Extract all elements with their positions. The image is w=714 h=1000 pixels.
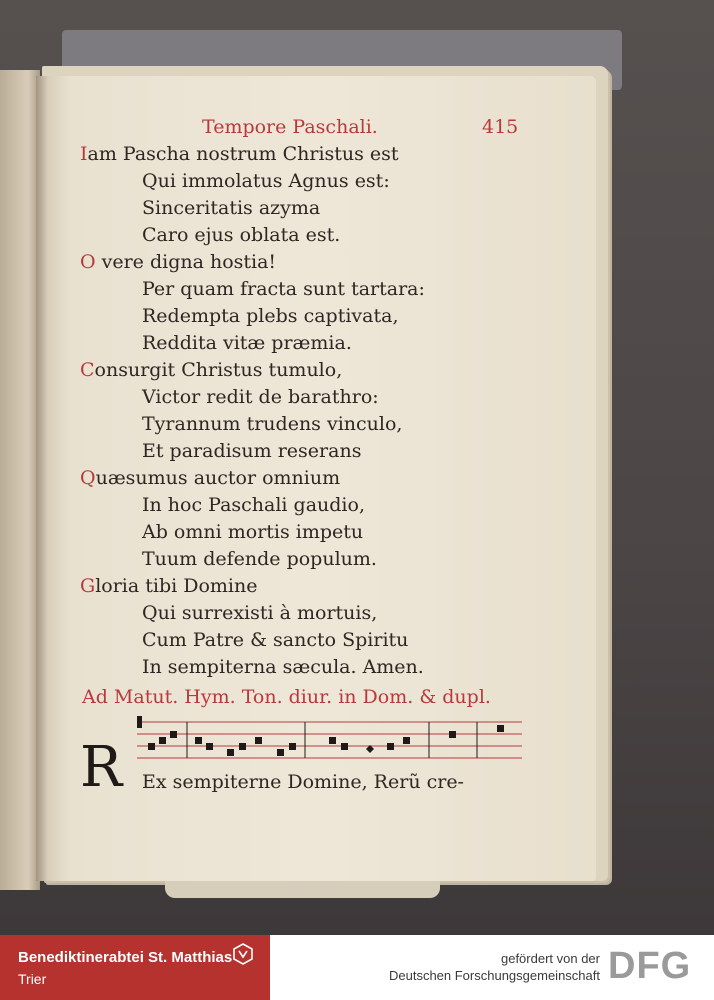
verse-line: Sinceritatis azyma — [142, 197, 321, 219]
chant-note — [206, 743, 213, 750]
verse-initial: O — [80, 251, 96, 273]
institution-city: Trier — [18, 971, 47, 987]
verse-line: Per quam fracta sunt tartara: — [142, 278, 425, 300]
chant-text-line: Ex sempiterne Domine, Rerũ cre- — [142, 771, 464, 793]
verse-line: Reddita vitæ præmia. — [142, 332, 352, 354]
verse-line: Qui surrexisti à mortuis, — [142, 602, 378, 624]
verse-initial: C — [80, 359, 95, 381]
chant-note — [289, 743, 296, 750]
institution-name: Benediktinerabtei St. Matthias — [18, 949, 233, 966]
verse-line: Victor redit de barathro: — [142, 386, 379, 408]
verse-line — [80, 361, 342, 380]
chant-staff — [137, 712, 522, 772]
verse-line — [80, 145, 399, 164]
verse-line — [80, 577, 257, 596]
rubric-line: Ad Matut. Hym. Ton. diur. in Dom. & dupl. — [82, 686, 491, 708]
previous-page-edge — [0, 70, 40, 890]
clef-mark — [137, 716, 142, 728]
chant-note — [387, 743, 394, 750]
dfg-logo[interactable]: DFG — [608, 945, 692, 987]
chant-note — [148, 743, 155, 750]
verse-initial: Q — [80, 467, 96, 489]
verse-line: Et paradisum reserans — [142, 440, 362, 462]
verse-line: In sempiterna sæcula. Amen. — [142, 656, 424, 678]
footer-bar — [0, 935, 714, 1000]
verse-line: Tyrannum trudens vinculo, — [142, 413, 403, 435]
verse-text: vere digna hostia! — [95, 251, 277, 273]
verse-line — [80, 469, 340, 488]
chant-note — [255, 737, 262, 744]
verse-line: In hoc Paschali gaudio, — [142, 494, 365, 516]
header-title: Tempore Paschali. — [202, 116, 378, 138]
institution-banner[interactable] — [0, 935, 270, 1000]
verse-text: am Pascha nostrum Christus est — [87, 143, 399, 165]
abbey-logo-icon — [232, 943, 254, 965]
verse-text: loria tibi Domine — [95, 575, 258, 597]
page-number: 415 — [482, 116, 519, 138]
verse-line — [80, 253, 276, 272]
verse-text: onsurgit Christus tumulo, — [94, 359, 343, 381]
chant-note — [403, 737, 410, 744]
chant-note — [497, 725, 504, 732]
chant-note — [170, 731, 177, 738]
verse-line: Tuum defende populum. — [142, 548, 377, 570]
verse-initial: I — [80, 143, 88, 165]
verse-initial: G — [80, 575, 96, 597]
verse-text: uæsumus auctor omnium — [95, 467, 341, 489]
funder-line-2: Deutschen Forschungsgemeinschaft — [388, 968, 600, 983]
chant-note — [159, 737, 166, 744]
spine-shadow — [36, 76, 48, 881]
chant-note — [195, 737, 202, 744]
chant-note — [449, 731, 456, 738]
chant-note — [329, 737, 336, 744]
verse-line: Cum Patre & sancto Spiritu — [142, 629, 409, 651]
chant-note — [341, 743, 348, 750]
drop-cap: R — [80, 735, 123, 800]
verse-line: Qui immolatus Agnus est: — [142, 170, 390, 192]
verse-line: Redempta plebs captivata, — [142, 305, 399, 327]
verse-line: Ab omni mortis impetu — [142, 521, 364, 543]
verse-line: Caro ejus oblata est. — [142, 224, 341, 246]
chant-note — [227, 749, 234, 756]
chant-note — [239, 743, 246, 750]
funder-line-1: gefördert von der — [500, 951, 600, 966]
chant-note — [277, 749, 284, 756]
